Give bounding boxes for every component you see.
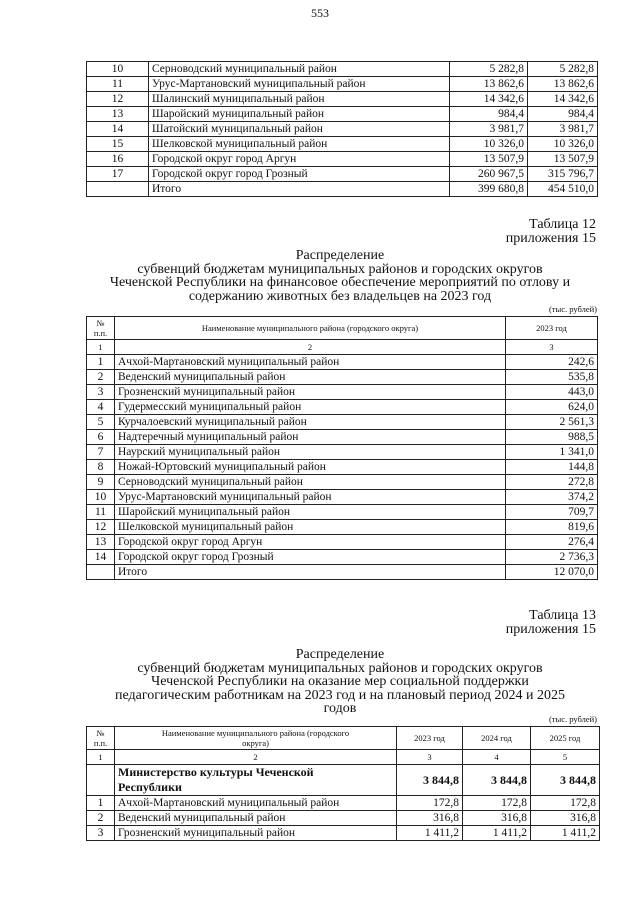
- row-name: Ачхой-Мартановский муниципальный район: [115, 355, 506, 370]
- table-row: [87, 355, 598, 370]
- table13-ministry-row: [87, 765, 600, 796]
- table-row: [87, 167, 598, 182]
- header-2023: 2023 год: [397, 727, 463, 750]
- colnum: 5: [531, 750, 600, 765]
- table13-title-line: Распределение: [295, 647, 385, 662]
- row-number: 1: [87, 355, 115, 370]
- row-name: Городской округ город Аргун: [149, 152, 450, 167]
- table12-title-line: Распределение: [295, 248, 385, 263]
- row-value-2023: 2 736,3: [506, 550, 598, 565]
- row-number: 4: [87, 400, 115, 415]
- header-name: [115, 727, 397, 750]
- table13-unit: (тыс. рублей): [548, 714, 597, 724]
- header-num-line1: №: [96, 318, 105, 328]
- row-value-1: 14 342,6: [450, 92, 528, 107]
- row-name: Шатойский муниципальный район: [149, 122, 450, 137]
- table-row: [87, 77, 598, 92]
- table-row: [87, 535, 598, 550]
- table13: [86, 726, 600, 841]
- header-2023: 2023 год: [506, 317, 598, 340]
- table12-caption-number: Таблица 12: [529, 217, 596, 232]
- table-row: [87, 490, 598, 505]
- row-number: 12: [87, 92, 149, 107]
- total-num: [87, 565, 115, 580]
- colnum: 2: [115, 340, 506, 355]
- header-name-line1: Наименование муниципального района (городского: [161, 728, 350, 738]
- row-value-2024: 172,8: [463, 796, 531, 811]
- table-row: [87, 430, 598, 445]
- row-value-2023: 988,5: [506, 430, 598, 445]
- row-value-2023: 2 561,3: [506, 415, 598, 430]
- table-row: [87, 152, 598, 167]
- table12-header-row: [87, 317, 598, 340]
- ministry-name-line1: Министерство культуры Чеченской: [118, 765, 314, 779]
- row-number: 15: [87, 137, 149, 152]
- row-name: Городской округ город Грозный: [115, 550, 506, 565]
- table-row: [87, 445, 598, 460]
- row-value-2: 315 796,7: [528, 167, 598, 182]
- row-value-2025: 172,8: [531, 796, 600, 811]
- row-name: Веденский муниципальный район: [115, 811, 397, 826]
- row-value-1: 5 282,8: [450, 62, 528, 77]
- row-name: Серноводский муниципальный район: [115, 475, 506, 490]
- table-row: [87, 550, 598, 565]
- table12-title-line: содержанию животных без владельцев на 2023 год: [188, 288, 492, 304]
- row-name: Урус-Мартановский муниципальный район: [115, 490, 506, 505]
- table12: [86, 316, 598, 580]
- row-name: Городской округ город Аргун: [115, 535, 506, 550]
- row-value-2023: 1 341,0: [506, 445, 598, 460]
- table-row: [87, 796, 600, 811]
- total-num: [87, 182, 149, 197]
- row-value-2024: 316,8: [463, 811, 531, 826]
- row-value-1: 10 326,0: [450, 137, 528, 152]
- total-value-1: 399 680,8: [450, 182, 528, 197]
- row-name: Грозненский муниципальный район: [115, 826, 397, 841]
- row-value-1: 13 862,6: [450, 77, 528, 92]
- row-value-2023: 374,2: [506, 490, 598, 505]
- header-2024: 2024 год: [463, 727, 531, 750]
- page-number: 553: [311, 6, 329, 20]
- header-num-line2: п.п.: [93, 738, 108, 748]
- table-row: [87, 415, 598, 430]
- ministry-2023: 3 844,8: [397, 765, 463, 796]
- header-num-line1: №: [96, 728, 105, 738]
- total-value-2: 454 510,0: [528, 182, 598, 197]
- table-row: [87, 92, 598, 107]
- table-previous-continuation: [86, 61, 598, 197]
- row-number: 2: [87, 811, 115, 826]
- colnum: 1: [87, 340, 115, 355]
- row-value-2: 10 326,0: [528, 137, 598, 152]
- row-value-2023: 276,4: [506, 535, 598, 550]
- ministry-num: [87, 765, 115, 796]
- table13-title-line: педагогическим работникам на 2023 год и на плановый период 2024 и 2025: [115, 687, 565, 703]
- table-row: [87, 400, 598, 415]
- row-number: 16: [87, 152, 149, 167]
- table-row: [87, 811, 600, 826]
- row-number: 1: [87, 796, 115, 811]
- colnum: 3: [397, 750, 463, 765]
- row-number: 10: [87, 62, 149, 77]
- ministry-2025: 3 844,8: [531, 765, 600, 796]
- colnum: 1: [87, 750, 115, 765]
- row-value-2025: 1 411,2: [531, 826, 600, 841]
- table-row: [87, 505, 598, 520]
- colnum: 2: [115, 750, 397, 765]
- row-value-2023: 144,8: [506, 460, 598, 475]
- row-value-2023: 819,6: [506, 520, 598, 535]
- table12-unit: (тыс. рублей): [548, 304, 597, 314]
- row-number: 13: [87, 535, 115, 550]
- row-name: Наурский муниципальный район: [115, 445, 506, 460]
- table-row: [87, 122, 598, 137]
- table13-title-line: Чеченской Республики на оказание мер социальной поддержки: [151, 674, 529, 689]
- row-name: Шаройский муниципальный район: [149, 107, 450, 122]
- row-name: Серноводский муниципальный район: [149, 62, 450, 77]
- row-name: Ножай-Юртовский муниципальный район: [115, 460, 506, 475]
- table13-title-line: субвенций бюджетам муниципальных районов и городских округов: [137, 660, 543, 676]
- row-number: 6: [87, 430, 115, 445]
- row-value-1: 260 967,5: [450, 167, 528, 182]
- row-value-2023: 172,8: [397, 796, 463, 811]
- header-num: [87, 727, 115, 750]
- total-label: Итого: [149, 182, 450, 197]
- table12-caption-appendix: приложения 15: [505, 231, 596, 246]
- row-value-2023: 624,0: [506, 400, 598, 415]
- row-number: 17: [87, 167, 149, 182]
- table-row: [87, 137, 598, 152]
- row-number: 11: [87, 77, 149, 92]
- table-row: [87, 385, 598, 400]
- table-row: [87, 107, 598, 122]
- row-name: Шалинский муниципальный район: [149, 92, 450, 107]
- table13-header-row: [87, 727, 600, 750]
- row-name: Урус-Мартановский муниципальный район: [149, 77, 450, 92]
- total-value: 12 070,0: [506, 565, 598, 580]
- row-value-2025: 316,8: [531, 811, 600, 826]
- table13-title: [80, 648, 600, 716]
- row-number: 5: [87, 415, 115, 430]
- colnum: 4: [463, 750, 531, 765]
- row-number: 3: [87, 826, 115, 841]
- row-number: 7: [87, 445, 115, 460]
- row-number: 3: [87, 385, 115, 400]
- row-value-2023: 443,0: [506, 385, 598, 400]
- total-label: Итого: [115, 565, 506, 580]
- row-name: Грозненский муниципальный район: [115, 385, 506, 400]
- table-row: [87, 370, 598, 385]
- row-name: Веденский муниципальный район: [115, 370, 506, 385]
- table-row: [87, 460, 598, 475]
- row-number: 12: [87, 520, 115, 535]
- total-row: [87, 565, 598, 580]
- ministry-name-line2: Республики: [118, 780, 182, 794]
- row-name: Ачхой-Мартановский муниципальный район: [115, 796, 397, 811]
- table13-title-line: годов: [323, 701, 357, 716]
- table13-caption-number: Таблица 13: [529, 608, 596, 623]
- row-value-2023: 242,6: [506, 355, 598, 370]
- row-value-2: 5 282,8: [528, 62, 598, 77]
- row-number: 14: [87, 122, 149, 137]
- ministry-2024: 3 844,8: [463, 765, 531, 796]
- colnum: 3: [506, 340, 598, 355]
- row-value-1: 984,4: [450, 107, 528, 122]
- table-row: [87, 520, 598, 535]
- row-name: Курчалоевский муниципальный район: [115, 415, 506, 430]
- row-name: Городской округ город Грозный: [149, 167, 450, 182]
- row-value-2023: 1 411,2: [397, 826, 463, 841]
- table12-title-line: Чеченской Республики на финансовое обеспечение мероприятий по отлову и: [109, 275, 571, 290]
- row-value-2023: 535,8: [506, 370, 598, 385]
- ministry-name: [115, 765, 397, 796]
- header-name-line2: округа): [242, 738, 269, 748]
- row-value-2024: 1 411,2: [463, 826, 531, 841]
- table-row: [87, 826, 600, 841]
- header-name: Наименование муниципального района (городского округа): [115, 317, 506, 340]
- table13-caption: [506, 609, 596, 637]
- table12-title-line: субвенций бюджетам муниципальных районов и городских округов: [137, 261, 543, 277]
- table13-colnum-row: [87, 750, 600, 765]
- row-number: 9: [87, 475, 115, 490]
- table-row: [87, 62, 598, 77]
- row-value-1: 13 507,9: [450, 152, 528, 167]
- row-value-2: 14 342,6: [528, 92, 598, 107]
- total-row: [87, 182, 598, 197]
- row-value-2023: 709,7: [506, 505, 598, 520]
- row-number: 11: [87, 505, 115, 520]
- row-value-1: 3 981,7: [450, 122, 528, 137]
- row-number: 10: [87, 490, 115, 505]
- table13-caption-appendix: приложения 15: [505, 622, 596, 637]
- row-value-2023: 316,8: [397, 811, 463, 826]
- row-name: Гудермесский муниципальный район: [115, 400, 506, 415]
- table-row: [87, 475, 598, 490]
- header-num: [87, 317, 115, 340]
- row-value-2: 3 981,7: [528, 122, 598, 137]
- row-name: Шелковской муниципальный район: [115, 520, 506, 535]
- row-value-2023: 272,8: [506, 475, 598, 490]
- header-2025: 2025 год: [531, 727, 600, 750]
- row-number: 14: [87, 550, 115, 565]
- row-number: 2: [87, 370, 115, 385]
- row-value-2: 13 507,9: [528, 152, 598, 167]
- row-number: 13: [87, 107, 149, 122]
- table12-title: [80, 249, 600, 303]
- row-value-2: 984,4: [528, 107, 598, 122]
- table12-colnum-row: [87, 340, 598, 355]
- row-name: Надтеречный муниципальный район: [115, 430, 506, 445]
- row-name: Шаройский муниципальный район: [115, 505, 506, 520]
- header-num-line2: п.п.: [93, 328, 108, 338]
- row-name: Шелковской муниципальный район: [149, 137, 450, 152]
- table12-caption: [506, 218, 596, 246]
- row-number: 8: [87, 460, 115, 475]
- row-value-2: 13 862,6: [528, 77, 598, 92]
